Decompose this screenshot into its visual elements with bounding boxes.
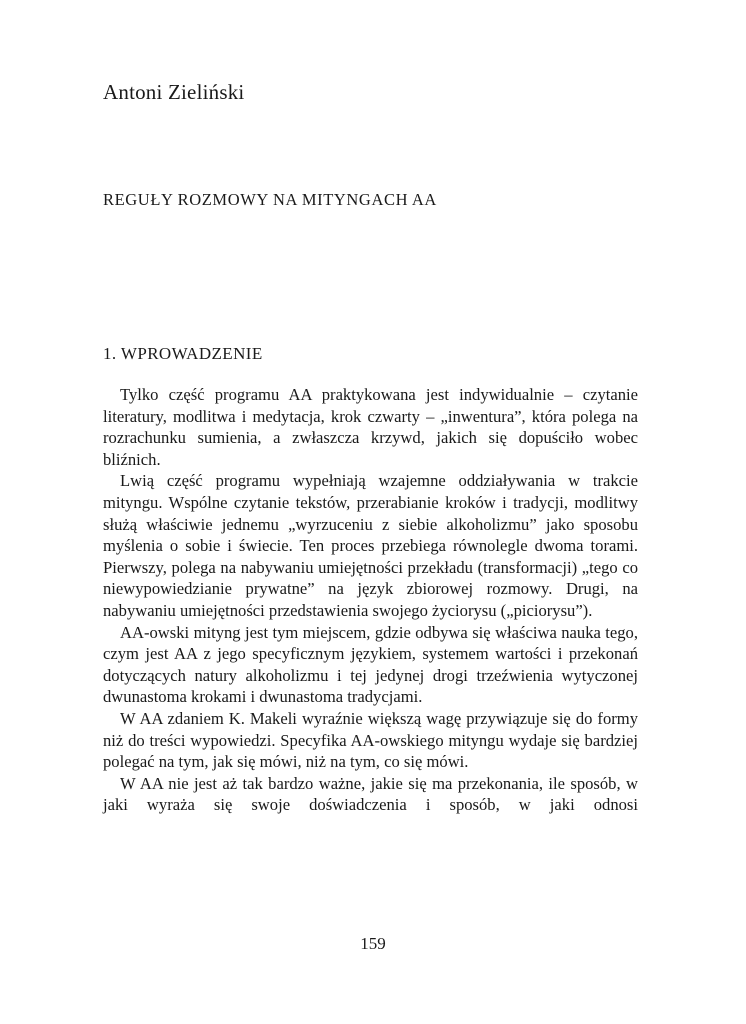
body-text — [103, 384, 638, 816]
paragraph-1: Tylko część programu AA praktykowana jest indywidualnie – czytanie literatury, modlitwa i medytacja, krok czwarty – „inwentura”, która polega na rozrachunku sumienia, a zwłaszcza krzywd, jakich się dopuściło wobec bliźnich. — [103, 385, 638, 469]
paragraph-5: W AA nie jest aż tak bardzo ważne, jakie się ma przekonania, ile sposób, w jaki wyraża się swoje doświadczenia i sposób, w jaki odnosi — [103, 773, 638, 815]
page-number: 159 — [360, 934, 386, 953]
paragraph-2: Lwią część programu wypełniają wzajemne oddziaływania w trakcie mityngu. Wspólne czytanie tekstów, przerabianie kroków i tradycji, modlitwy służą właściwie jednemu „wyrzuceniu z siebie alkoholizmu” jako sposobu myślenia o sobie i świecie. Ten proces przebiega równolegle dwoma torami. Pierwszy, polega na nabywaniu umiejętności przekładu (transformacji) „tego co niewypowiedzianie prywatne” na język zbiorowej rozmowy. Drugi, na nabywaniu umiejętności przedstawienia swojego życiorysu („piciorysu”). — [103, 471, 638, 620]
section-heading: 1. WPROWADZENIE — [103, 344, 263, 363]
author-name: Antoni Zieliński — [103, 80, 245, 104]
paragraph-3: AA-owski mityng jest tym miejscem, gdzie odbywa się właściwa nauka tego, czym jest AA z jego specyficznym językiem, systemem wartości i przekonań dotyczących natury alkoholizmu i tej jedynej drogi trzeźwienia wytyczonej dwunastoma krokami i dwunastoma tradycjami. — [103, 622, 638, 707]
paragraph-4: W AA zdaniem K. Makeli wyraźnie większą wagę przywiązuje się do formy niż do treści wypowiedzi. Specyfika AA-owskiego mityngu wydaje się bardziej polegać na tym, jak się mówi, niż na tym, co się mówi. — [103, 708, 638, 772]
article-title: REGUŁY ROZMOWY NA MITYNGACH AA — [103, 190, 437, 209]
